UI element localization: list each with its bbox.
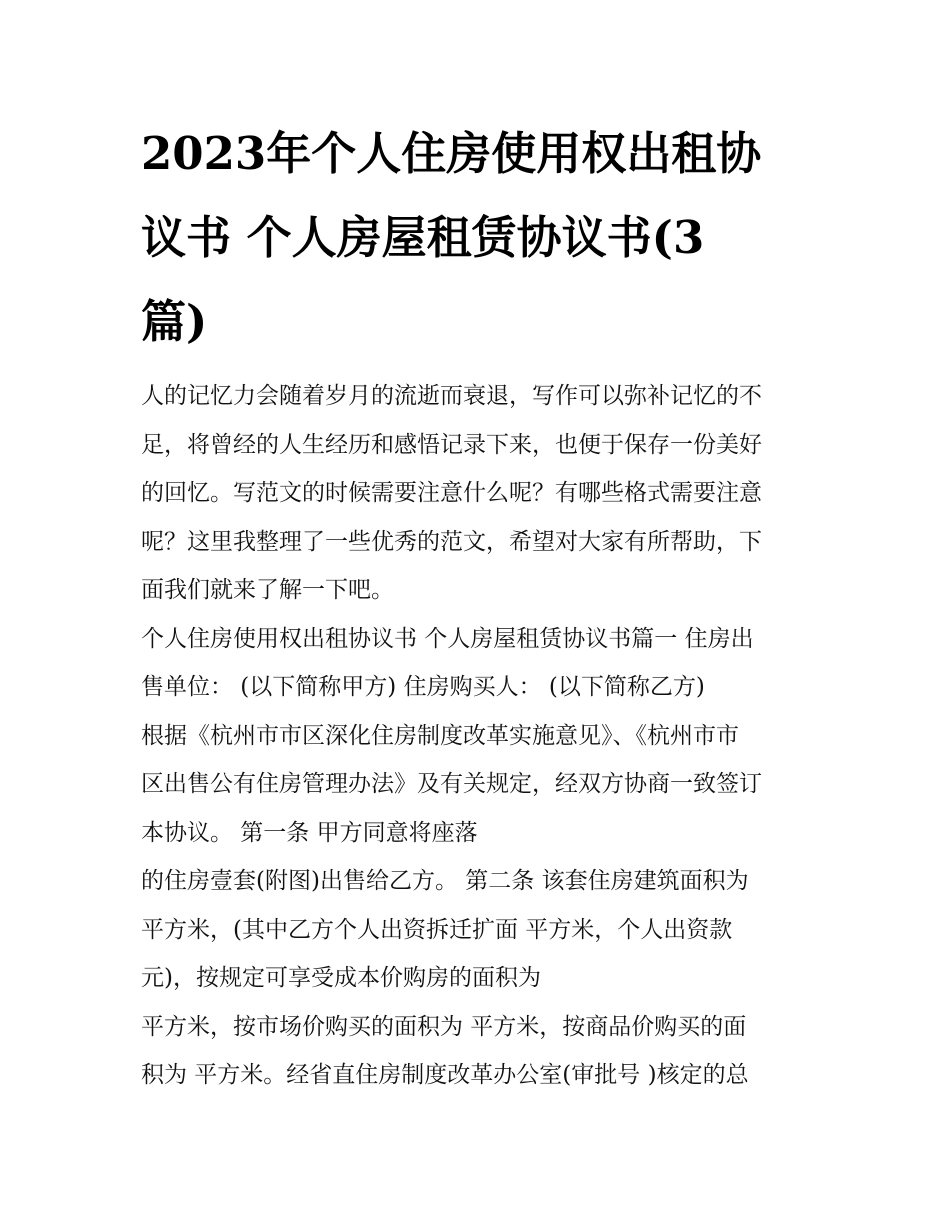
text-line: 平方米，按市场价购买的面积为 平方米，按商品价购买的面 xyxy=(141,1013,747,1040)
area-paragraph xyxy=(141,1003,821,1100)
intro-paragraph xyxy=(141,372,821,615)
text-line: 足，将曾经的人生经历和感悟记录下来，也便于保存一份美好 xyxy=(141,431,762,458)
agreement-basis-paragraph xyxy=(141,712,821,858)
title-line: 2023年个人住房使用权出租协 xyxy=(141,127,762,180)
document-content xyxy=(141,112,821,1100)
text-line: 平方米，(其中乙方个人出资拆迁扩面 平方米，个人出资款 xyxy=(141,916,733,943)
document-body xyxy=(141,372,821,1100)
title-line: 篇) xyxy=(141,295,208,348)
text-line: 个人住房使用权出租协议书 个人房屋租赁协议书篇一 住房出 xyxy=(141,625,754,652)
text-line: 面我们就来了解一下吧。 xyxy=(141,577,394,603)
text-line: 的住房壹套(附图)出售给乙方。 第二条 该套住房建筑面积为 xyxy=(141,868,749,894)
text-line: 人的记忆力会随着岁月的流逝而衰退，写作可以弥补记忆的不 xyxy=(141,383,762,409)
document-title xyxy=(141,112,821,364)
text-line: 区出售公有住房管理办法》及有关规定，经双方协商一致签订 xyxy=(141,771,762,797)
text-line: 根据《杭州市市区深化住房制度改革实施意见》、《杭州市市 xyxy=(141,722,739,749)
text-line: 的回忆。写范文的时候需要注意什么呢？有哪些格式需要注意 xyxy=(141,480,762,506)
text-line: 元)，按规定可享受成本价购房的面积为 xyxy=(141,965,541,991)
text-line: 呢？这里我整理了一些优秀的范文，希望对大家有所帮助，下 xyxy=(141,528,762,555)
text-line: 售单位： (以下简称甲方) 住房购买人： (以下简称乙方) xyxy=(141,674,705,700)
text-line: 本协议。 第一条 甲方同意将座落 xyxy=(141,819,478,846)
agreement-parties-paragraph xyxy=(141,615,821,712)
article-two-paragraph xyxy=(141,857,821,1003)
title-line: 议书 个人房屋租赁协议书(3 xyxy=(141,211,705,264)
text-line: 积为 平方米。经省直住房制度改革办公室(审批号 )核定的总 xyxy=(141,1062,749,1088)
